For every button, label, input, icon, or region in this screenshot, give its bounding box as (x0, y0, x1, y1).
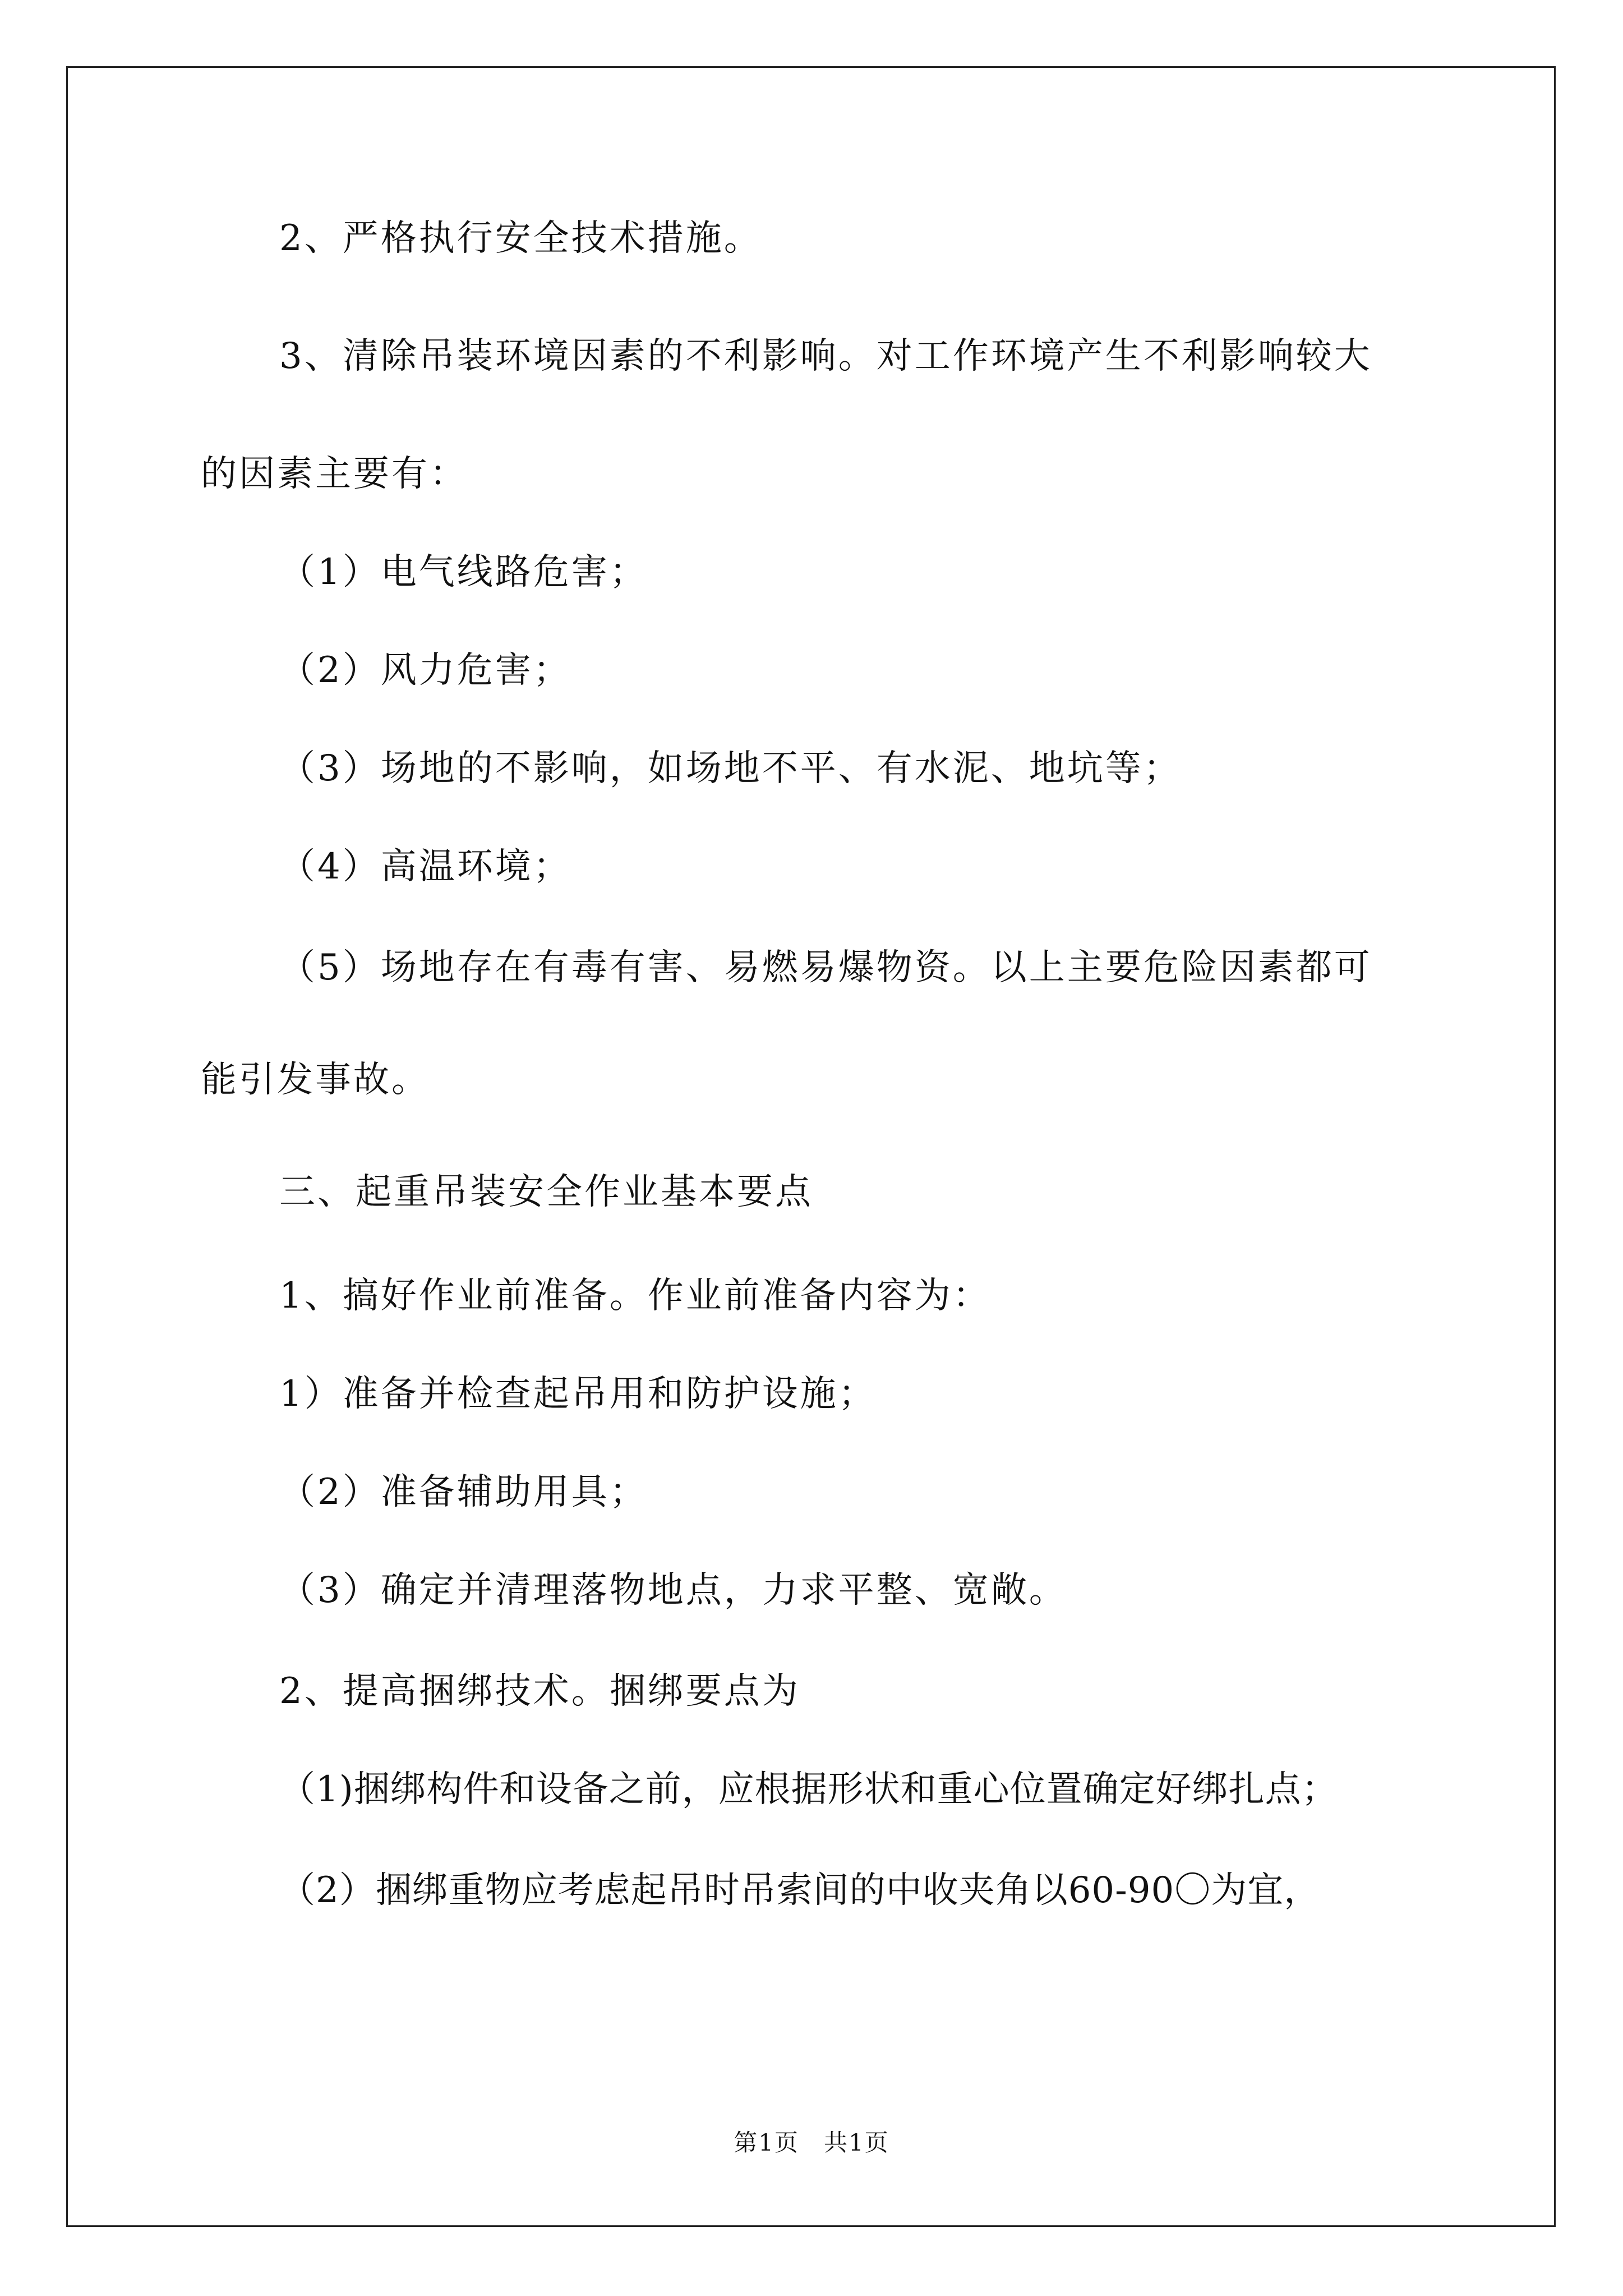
paragraph-line: （2）捆绑重物应考虑起吊时吊索间的中收夹角以60-90〇为宜， (279, 1870, 1321, 1911)
paragraph-line: （5）场地存在有毒有害、易燃易爆物资。以上主要危险因素都可 (279, 947, 1372, 988)
paragraph-line: （2）风力危害； (279, 650, 571, 691)
paragraph-line: 1、搞好作业前准备。作业前准备内容为： (279, 1275, 991, 1317)
paragraph-line: 2、严格执行安全技术措施。 (279, 218, 762, 259)
section-heading: 三、起重吊装安全作业基本要点 (279, 1171, 813, 1213)
paragraph-line: 2、提高捆绑技术。捆绑要点为 (279, 1671, 800, 1712)
page-number-footer: 第1页 共1页 (734, 2129, 889, 2156)
paragraph-line: 3、清除吊装环境因素的不利影响。对工作环境产生不利影响较大 (279, 335, 1372, 377)
paragraph-line: 的因素主要有： (201, 453, 468, 495)
paragraph-line: 能引发事故。 (201, 1059, 430, 1101)
paragraph-line: （3）场地的不影响，如场地不平、有水泥、地坑等； (279, 748, 1182, 789)
paragraph-line: （1）电气线路危害； (279, 551, 648, 593)
paragraph-line: （4）高温环境； (279, 846, 571, 887)
paragraph-line: 1）准备并检查起吊用和防护设施； (279, 1373, 877, 1415)
paragraph-line: （2）准备辅助用具； (279, 1471, 648, 1513)
paragraph-line: （1)捆绑构件和设备之前，应根据形状和重心位置确定好绑扎点； (279, 1769, 1338, 1810)
paragraph-line: （3）确定并清理落物地点，力求平整、宽敞。 (279, 1570, 1067, 1611)
